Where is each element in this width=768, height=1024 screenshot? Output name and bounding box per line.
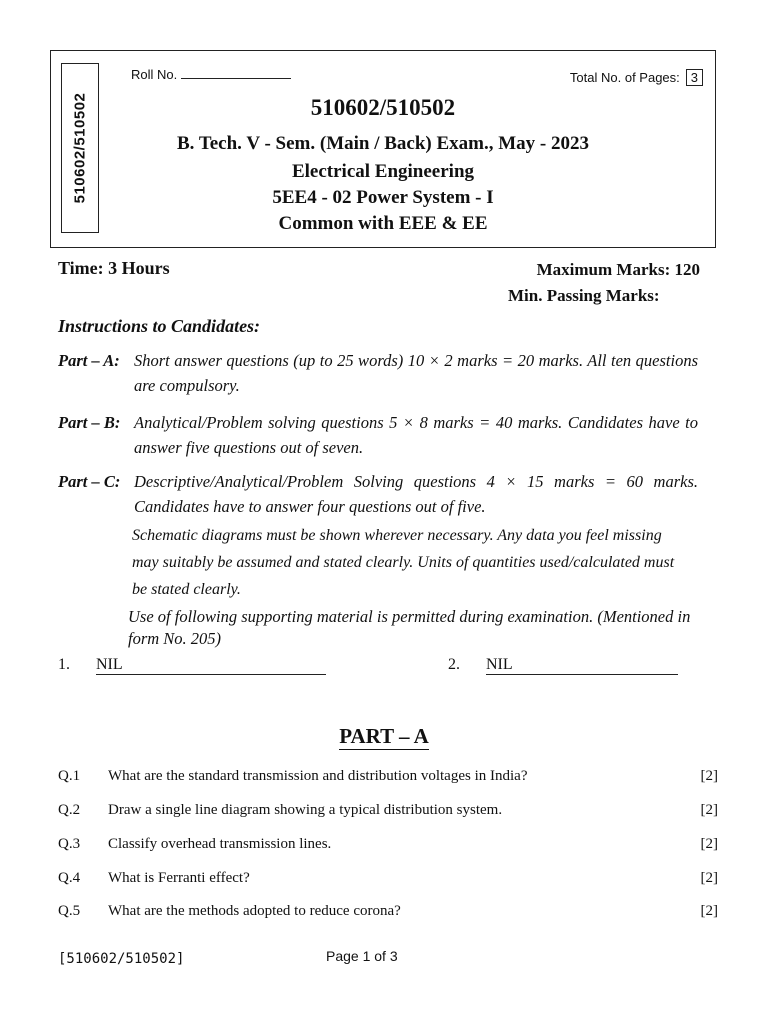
material-number: 1. <box>58 656 70 673</box>
question-marks: [2] <box>700 802 718 818</box>
roll-number-label: Roll No. <box>131 67 178 82</box>
question-number: Q.2 <box>58 802 81 818</box>
header-box <box>50 50 716 248</box>
question-text: What is Ferranti effect? <box>108 870 250 886</box>
question-number: Q.4 <box>58 870 81 886</box>
exam-line: B. Tech. V - Sem. (Main / Back) Exam., May - 2023 <box>176 133 590 154</box>
side-paper-code: 510602/510502 <box>71 92 89 204</box>
material-number: 2. <box>448 656 460 673</box>
maximum-marks: Maximum Marks: 120 <box>536 260 700 279</box>
question-marks: [2] <box>700 768 718 784</box>
part-text: Analytical/Problem solving questions 5 × 8 marks = 40 marks. Candidates have to answer five questions out of seven. <box>134 413 698 457</box>
part-text: Descriptive/Analytical/Problem Solving questions 4 × 15 marks = 60 marks. Candidates have to answer four questions out of five. <box>134 472 698 516</box>
question-text: What are the standard transmission and distribution voltages in India? <box>108 768 528 784</box>
instructions-title: Instructions to Candidates: <box>58 316 261 336</box>
part-label: Part – B: <box>58 413 121 432</box>
exam-time: Time: 3 Hours <box>58 258 170 278</box>
total-pages-value: 3 <box>686 69 703 86</box>
roll-number-line <box>181 78 291 79</box>
instruction-part-c <box>58 469 698 519</box>
instruction-part-a <box>58 348 698 398</box>
question-marks: [2] <box>700 870 718 886</box>
total-pages <box>570 69 703 86</box>
min-passing-marks: Min. Passing Marks: <box>508 286 660 305</box>
subject: 5EE4 - 02 Power System - I <box>272 187 494 208</box>
question-number: Q.3 <box>58 836 81 852</box>
common-with: Common with EEE & EE <box>278 213 488 234</box>
supporting-material-note: Use of following supporting material is permitted during examination. (Mentioned in form No. 205) <box>128 607 691 648</box>
paper-code: 510602/510502 <box>310 95 456 120</box>
question-number: Q.5 <box>58 903 81 919</box>
part-a-title: PART – A <box>339 724 429 748</box>
question-number: Q.1 <box>58 768 81 784</box>
part-a-heading <box>0 724 768 749</box>
schematic-note: Schematic diagrams must be shown wherever necessary. Any data you feel missing may suitably be assumed and stated clearly. Units of quantities used/calculated must be stated clearly. <box>132 527 675 598</box>
footer-paper-code: [510602/510502] <box>58 951 185 967</box>
material-item <box>58 656 326 675</box>
part-label: Part – C: <box>58 472 121 491</box>
footer-page-number: Page 1 of 3 <box>326 948 398 964</box>
question-text: Draw a single line diagram showing a typical distribution system. <box>108 802 503 818</box>
question-marks: [2] <box>700 836 718 852</box>
question-text: What are the methods adopted to reduce corona? <box>108 903 401 919</box>
question-marks: [2] <box>700 903 718 919</box>
part-text: Short answer questions (up to 25 words) 10 × 2 marks = 20 marks. All ten questions are compulsory. <box>134 351 698 395</box>
roll-number-field <box>131 67 291 82</box>
question-text: Classify overhead transmission lines. <box>108 836 332 852</box>
material-item <box>448 656 678 675</box>
branch: Electrical Engineering <box>291 161 475 182</box>
material-value: NIL <box>486 656 678 675</box>
total-pages-label: Total No. of Pages: <box>569 70 680 85</box>
instruction-part-b <box>58 410 698 460</box>
material-value: NIL <box>96 656 326 675</box>
part-label: Part – A: <box>58 351 120 370</box>
